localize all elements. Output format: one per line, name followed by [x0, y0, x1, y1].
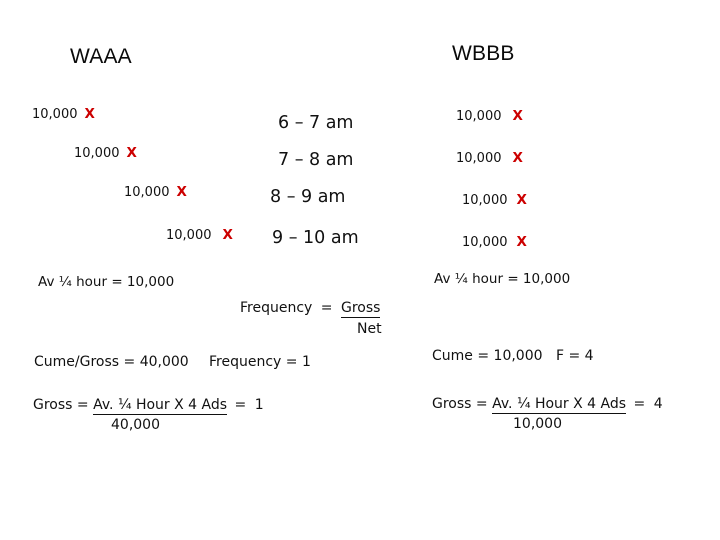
left-quarter-hour-row-3: [124, 185, 187, 200]
left-gross-numerator: Av. ¼ Hour X 4 Ads: [93, 397, 228, 413]
left-average-quarter-hour: Av ¼ hour = 10,000: [38, 274, 175, 290]
right-qh-mark-3: X: [516, 192, 527, 208]
left-gross-label: Gross =: [33, 397, 89, 413]
timeslot-label-2: 7 – 8 am: [278, 150, 354, 170]
left-qh-value-4: 10,000: [166, 228, 212, 243]
timeslot-label-4: 9 – 10 am: [272, 228, 359, 248]
right-quarter-hour-row-2: [456, 151, 523, 166]
right-qh-value-2: 10,000: [456, 151, 502, 166]
right-qh-value-3: 10,000: [462, 193, 508, 208]
left-quarter-hour-row-2: [74, 146, 137, 161]
left-quarter-hour-row-4: [166, 228, 233, 243]
frequency-definition: [240, 301, 380, 316]
right-gross-equals: =: [633, 396, 646, 412]
right-average-quarter-hour: Av ¼ hour = 10,000: [434, 271, 571, 287]
right-quarter-hour-row-3: [462, 193, 527, 208]
left-qh-value-3: 10,000: [124, 185, 170, 200]
left-gross-denominator: 40,000: [111, 417, 160, 433]
left-cume-gross: Cume/Gross = 40,000: [34, 354, 189, 370]
right-quarter-hour-row-1: [456, 109, 523, 124]
left-quarter-hour-row-1: [32, 107, 95, 122]
right-qh-value-4: 10,000: [462, 235, 508, 250]
left-frequency: Frequency = 1: [209, 354, 311, 370]
frequency-definition-numerator: Gross: [340, 300, 381, 316]
left-gross-result: 1: [254, 397, 264, 413]
right-quarter-hour-row-4: [462, 235, 527, 250]
left-gross-formula: [33, 398, 264, 413]
left-qh-mark-4: X: [222, 227, 233, 243]
frequency-definition-equals: =: [320, 300, 333, 316]
frequency-definition-label: Frequency: [240, 300, 313, 316]
left-qh-value-1: 10,000: [32, 107, 78, 122]
right-frequency: F = 4: [556, 348, 594, 364]
right-qh-mark-2: X: [512, 150, 523, 166]
station-title-left: WAAA: [70, 45, 132, 68]
left-qh-mark-1: X: [84, 106, 95, 122]
right-gross-numerator: Av. ¼ Hour X 4 Ads: [492, 396, 627, 412]
left-qh-mark-2: X: [126, 145, 137, 161]
left-gross-equals: =: [234, 397, 247, 413]
right-cume: Cume = 10,000: [432, 348, 543, 364]
station-title-right: WBBB: [452, 42, 515, 65]
right-gross-label: Gross =: [432, 396, 488, 412]
timeslot-label-1: 6 – 7 am: [278, 113, 354, 133]
right-qh-mark-1: X: [512, 108, 523, 124]
right-qh-mark-4: X: [516, 234, 527, 250]
right-gross-formula: [432, 397, 663, 412]
right-qh-value-1: 10,000: [456, 109, 502, 124]
right-gross-denominator: 10,000: [513, 416, 562, 432]
frequency-definition-denominator: Net: [357, 321, 382, 337]
left-qh-value-2: 10,000: [74, 146, 120, 161]
right-gross-result: 4: [653, 396, 663, 412]
left-qh-mark-3: X: [176, 184, 187, 200]
timeslot-label-3: 8 – 9 am: [270, 187, 346, 207]
